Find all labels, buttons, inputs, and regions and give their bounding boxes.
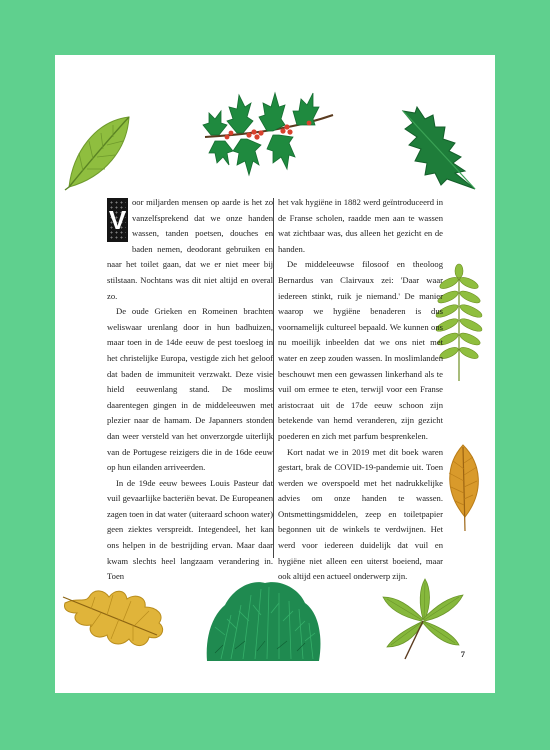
palmate-leaf-icon bbox=[375, 575, 471, 661]
drop-cap: V bbox=[107, 198, 128, 242]
paragraph-hygiene-school: het vak hygiëne in 1882 werd geïntroduceerd in de Franse scholen, raadde men aan te wassen wat zichtbaar was, dus alleen het gezicht en de handen. bbox=[278, 197, 443, 254]
book-page bbox=[55, 55, 495, 693]
paragraph-pasteur: In de 19de eeuw bewees Louis Pasteur dat vuil gevaarlijke bacteriën bevat. De Europeanen zagen toen in dat water (uiteraard schoon water) geen ziektes verspreidt. Integendeel, het kan ons helpen in de bestrijding ervan. Maar daar kwam slechts heel langzaam verandering in. Toen bbox=[107, 477, 273, 582]
page-number: 7 bbox=[460, 649, 465, 659]
paragraph-greeks-romans: De oude Grieken en Romeinen brachten weliswaar urenlang door in hun badhuizen, maar toen in de 14de eeuw de pest toesloeg in het christelijke Europa, vestigde zich het geloof dat baden de immuniteit verzwakt. Deze visie hield eeuwenlang stand. De moslims daarentegen gingen in de middeleeuwen met plezier naar de hamam. De Japanners stonden dan weer versteld van het onverzorgde uiterlijk van de Portugese reizigers die in de 16de eeuw op hun eilanden arriveerden. bbox=[107, 306, 273, 473]
column-divider bbox=[273, 198, 274, 558]
paragraph-intro bbox=[107, 195, 273, 304]
text-column-right bbox=[278, 195, 443, 585]
text-column-left bbox=[107, 195, 273, 585]
holly-leaf-icon bbox=[399, 105, 479, 191]
orange-ovate-leaf-icon bbox=[439, 443, 487, 533]
paragraph-clairvaux: De middeleeuwse filosoof en theoloog Bernardus van Clairvaux zei: 'Daar waar iedereen stinkt, ruik je niemand.' De manier waarop we hygiëne benaderen is dus voornamelijk cultureel bepaald. We kunnen ons nu moeilijk inbeelden dat we ons niet met water en zeep zouden wassen. In moslimlanden beschouwt men een gewassen linkerhand als te vuil om ermee te eten, terwijl voor een Franse aristocraat uit de 17de eeuw schoon zijn betekende van hemd veranderen, zijn gezicht poederen en zich met parfum besprenkelen. bbox=[278, 259, 443, 441]
paragraph-text: oor miljarden mensen op aarde is het zo vanzelfsprekend dat we onze handen wassen, tanden poetsen, douches en baden nemen, deodorant gebruiken en naar het toilet gaan, dat we er niet meer bij stilstaan. Nochtans was dit niet altijd en overal zo. bbox=[107, 197, 273, 301]
holly-branch-icon bbox=[197, 85, 337, 185]
paragraph-covid: Kort nadat we in 2019 met dit boek waren gestart, brak de COVID-19-pandemie uit. Toen werden we overspoeld met het nadrukkelijke advies om onze handen te wassen. Ontsmettingsmiddelen, zeep en toiletpapier begonnen uit de winkels te verdwijnen. Het werd voor iedereen duidelijk dat vuil en hygiëne niet alleen een uiterst boeiend, maar ook altijd een actueel onderwerp zijn. bbox=[278, 446, 443, 582]
yellow-oak-leaf-icon bbox=[61, 583, 171, 651]
green-ovate-leaf-icon bbox=[63, 113, 135, 191]
moss-bush-icon bbox=[201, 575, 325, 665]
